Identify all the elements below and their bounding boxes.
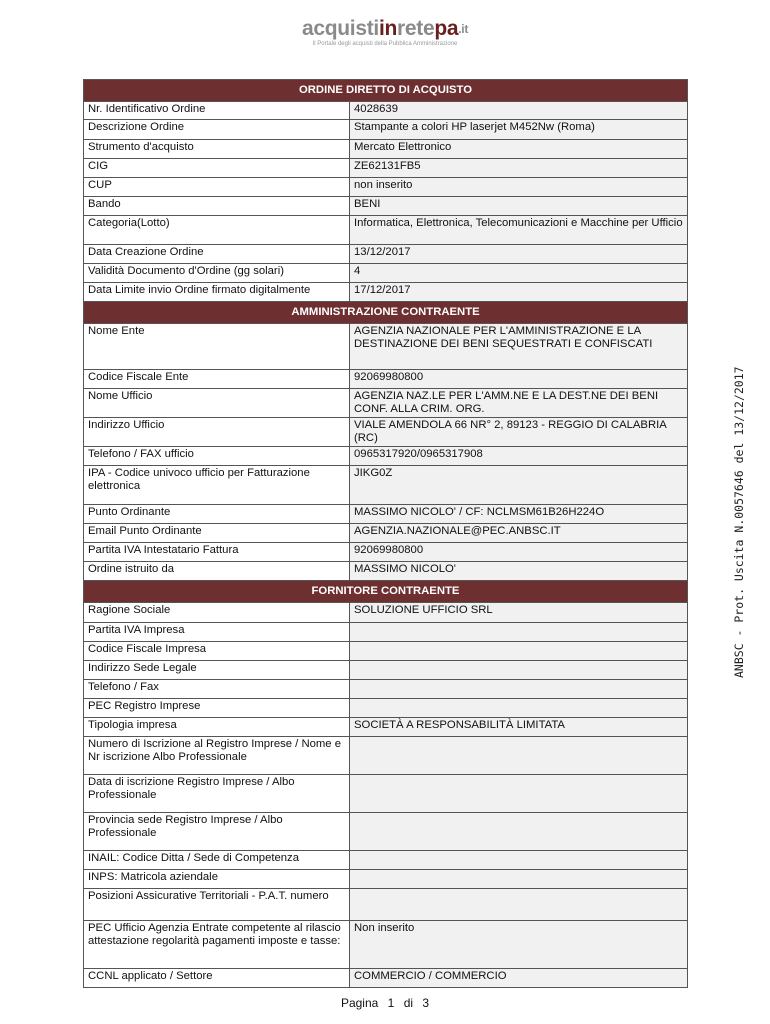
field-label-data-creazione-ordine: Data Creazione Ordine (84, 245, 350, 264)
field-label-provincia-sede-registro-imprese-albo-pro: Provincia sede Registro Imprese / Albo Professionale (84, 813, 350, 851)
field-value-numero-di-iscrizione-al-registro-imprese (350, 737, 688, 775)
field-label-validita-documento-d-ordine-gg-solari: Validità Documento d'Ordine (gg solari) (84, 264, 350, 283)
field-value-codice-fiscale-ente: 92069980800 (350, 370, 688, 389)
logo-tagline: Il Portale degli acquisti della Pubblica Amministrazione (312, 41, 458, 47)
field-label-data-limite-invio-ordine-firmato-digital: Data Limite invio Ordine firmato digitalmente (84, 283, 350, 302)
table-row (84, 120, 688, 140)
table-row (84, 737, 688, 775)
table-row (84, 921, 688, 969)
field-value-nome-ente: AGENZIA NAZIONALE PER L'AMMINISTRAZIONE E LA DESTINAZIONE DEI BENI SEQUESTRATI E CONFISCATI (350, 324, 688, 370)
field-value-inail-codice-ditta-sede-di-competenza (350, 851, 688, 870)
field-label-ragione-sociale: Ragione Sociale (84, 603, 350, 623)
field-label-cig: CIG (84, 159, 350, 178)
field-value-ordine-istruito-da: MASSIMO NICOLO' (350, 562, 688, 581)
page-total: 3 (422, 996, 430, 1010)
table-row (84, 524, 688, 543)
field-label-ipa-codice-univoco-ufficio-per-fatturazi: IPA - Codice univoco ufficio per Fatturazione elettronica (84, 466, 350, 505)
section-title: FORNITORE CONTRAENTE (84, 581, 688, 603)
field-value-codice-fiscale-impresa (350, 642, 688, 661)
table-row (84, 102, 688, 120)
field-label-telefono-fax-ufficio: Telefono / FAX ufficio (84, 447, 350, 466)
field-label-nome-ufficio: Nome Ufficio (84, 389, 350, 418)
section-header (84, 581, 688, 603)
table-row (84, 699, 688, 718)
table-row (84, 543, 688, 562)
field-value-pec-registro-imprese (350, 699, 688, 718)
field-value-data-limite-invio-ordine-firmato-digital: 17/12/2017 (350, 283, 688, 302)
table-row (84, 418, 688, 447)
field-value-data-creazione-ordine: 13/12/2017 (350, 245, 688, 264)
field-label-codice-fiscale-impresa: Codice Fiscale Impresa (84, 642, 350, 661)
field-value-ipa-codice-univoco-ufficio-per-fatturazi: JIKG0Z (350, 466, 688, 505)
table-row (84, 140, 688, 159)
field-label-strumento-d-acquisto: Strumento d'acquisto (84, 140, 350, 159)
field-value-telefono-fax (350, 680, 688, 699)
table-row (84, 813, 688, 851)
table-row (84, 324, 688, 370)
table-row (84, 870, 688, 889)
table-row (84, 245, 688, 264)
table-row (84, 603, 688, 623)
field-label-nome-ente: Nome Ente (84, 324, 350, 370)
field-label-indirizzo-ufficio: Indirizzo Ufficio (84, 418, 350, 447)
field-label-numero-di-iscrizione-al-registro-imprese: Numero di Iscrizione al Registro Imprese / Nome e Nr iscrizione Albo Professionale (84, 737, 350, 775)
field-label-email-punto-ordinante: Email Punto Ordinante (84, 524, 350, 543)
field-value-pec-ufficio-agenzia-entrate-competente-a: Non inserito (350, 921, 688, 969)
field-label-codice-fiscale-ente: Codice Fiscale Ente (84, 370, 350, 389)
table-row (84, 718, 688, 737)
table-row (84, 197, 688, 216)
field-value-punto-ordinante: MASSIMO NICOLO' / CF: NCLMSM61B26H224O (350, 505, 688, 524)
table-row (84, 680, 688, 699)
field-value-posizioni-assicurative-territoriali-p-a- (350, 889, 688, 921)
section-title: AMMINISTRAZIONE CONTRAENTE (84, 302, 688, 324)
table-row (84, 661, 688, 680)
field-label-descrizione-ordine: Descrizione Ordine (84, 120, 350, 140)
page-number: 1 (387, 996, 395, 1010)
table-row (84, 264, 688, 283)
section-title: ORDINE DIRETTO DI ACQUISTO (84, 80, 688, 102)
field-value-ragione-sociale: SOLUZIONE UFFICIO SRL (350, 603, 688, 623)
table-row (84, 969, 688, 988)
table-row (84, 283, 688, 302)
field-label-pec-ufficio-agenzia-entrate-competente-a: PEC Ufficio Agenzia Entrate competente al rilascio attestazione regolarità pagamenti imposte e tasse: (84, 921, 350, 969)
field-value-indirizzo-sede-legale (350, 661, 688, 680)
order-form-table (83, 79, 688, 988)
table-row (84, 466, 688, 505)
field-label-inps-matricola-aziendale: INPS: Matricola aziendale (84, 870, 350, 889)
field-value-indirizzo-ufficio: VIALE AMENDOLA 66 NR° 2, 89123 - REGGIO DI CALABRIA (RC) (350, 418, 688, 447)
table-row (84, 623, 688, 642)
field-label-ccnl-applicato-settore: CCNL applicato / Settore (84, 969, 350, 988)
field-value-email-punto-ordinante: AGENZIA.NAZIONALE@PEC.ANBSC.IT (350, 524, 688, 543)
table-row (84, 178, 688, 197)
of-label: di (403, 996, 414, 1010)
table-row (84, 642, 688, 661)
section-header (84, 80, 688, 102)
field-label-partita-iva-intestatario-fattura: Partita IVA Intestatario Fattura (84, 543, 350, 562)
field-value-cup: non inserito (350, 178, 688, 197)
field-label-ordine-istruito-da: Ordine istruito da (84, 562, 350, 581)
table-row (84, 159, 688, 178)
field-label-tipologia-impresa: Tipologia impresa (84, 718, 350, 737)
page-label: Pagina (340, 996, 379, 1010)
field-value-descrizione-ordine: Stampante a colori HP laserjet M452Nw (Roma) (350, 120, 688, 140)
table-row (84, 775, 688, 813)
protocol-stamp: ANBSC - Prot. Uscita N.0057646 del 13/12/2017 (732, 366, 746, 678)
field-value-partita-iva-impresa (350, 623, 688, 642)
field-label-telefono-fax: Telefono / Fax (84, 680, 350, 699)
field-value-provincia-sede-registro-imprese-albo-pro (350, 813, 688, 851)
field-value-ccnl-applicato-settore: COMMERCIO / COMMERCIO (350, 969, 688, 988)
field-label-cup: CUP (84, 178, 350, 197)
table-row (84, 370, 688, 389)
table-row (84, 562, 688, 581)
field-value-tipologia-impresa: SOCIETÀ A RESPONSABILITÀ LIMITATA (350, 718, 688, 737)
section-header (84, 302, 688, 324)
field-label-nr-identificativo-ordine: Nr. Identificativo Ordine (84, 102, 350, 120)
field-value-inps-matricola-aziendale (350, 870, 688, 889)
table-row (84, 851, 688, 870)
field-label-bando: Bando (84, 197, 350, 216)
field-label-posizioni-assicurative-territoriali-p-a-: Posizioni Assicurative Territoriali - P.A.T. numero (84, 889, 350, 921)
field-label-partita-iva-impresa: Partita IVA Impresa (84, 623, 350, 642)
field-value-strumento-d-acquisto: Mercato Elettronico (350, 140, 688, 159)
field-value-nome-ufficio: AGENZIA NAZ.LE PER L'AMM.NE E LA DEST.NE DEI BENI CONF. ALLA CRIM. ORG. (350, 389, 688, 418)
table-row (84, 216, 688, 245)
field-label-punto-ordinante: Punto Ordinante (84, 505, 350, 524)
portal-logo (0, 18, 770, 47)
field-value-telefono-fax-ufficio: 0965317920/0965317908 (350, 447, 688, 466)
field-label-inail-codice-ditta-sede-di-competenza: INAIL: Codice Ditta / Sede di Competenza (84, 851, 350, 870)
field-value-validita-documento-d-ordine-gg-solari: 4 (350, 264, 688, 283)
table-row (84, 389, 688, 418)
field-label-data-di-iscrizione-registro-imprese-albo: Data di iscrizione Registro Imprese / Albo Professionale (84, 775, 350, 813)
table-row (84, 447, 688, 466)
field-value-data-di-iscrizione-registro-imprese-albo (350, 775, 688, 813)
logo-wordmark: acquistiinretepa$^{.it}$ (301, 17, 469, 40)
field-value-partita-iva-intestatario-fattura: 92069980800 (350, 543, 688, 562)
field-value-cig: ZE62131FB5 (350, 159, 688, 178)
field-label-categoria-lotto: Categoria(Lotto) (84, 216, 350, 245)
table-row (84, 505, 688, 524)
page-footer (0, 996, 770, 1010)
field-value-categoria-lotto: Informatica, Elettronica, Telecomunicazioni e Macchine per Ufficio (350, 216, 688, 245)
field-label-pec-registro-imprese: PEC Registro Imprese (84, 699, 350, 718)
field-value-bando: BENI (350, 197, 688, 216)
field-value-nr-identificativo-ordine: 4028639 (350, 102, 688, 120)
table-row (84, 889, 688, 921)
field-label-indirizzo-sede-legale: Indirizzo Sede Legale (84, 661, 350, 680)
